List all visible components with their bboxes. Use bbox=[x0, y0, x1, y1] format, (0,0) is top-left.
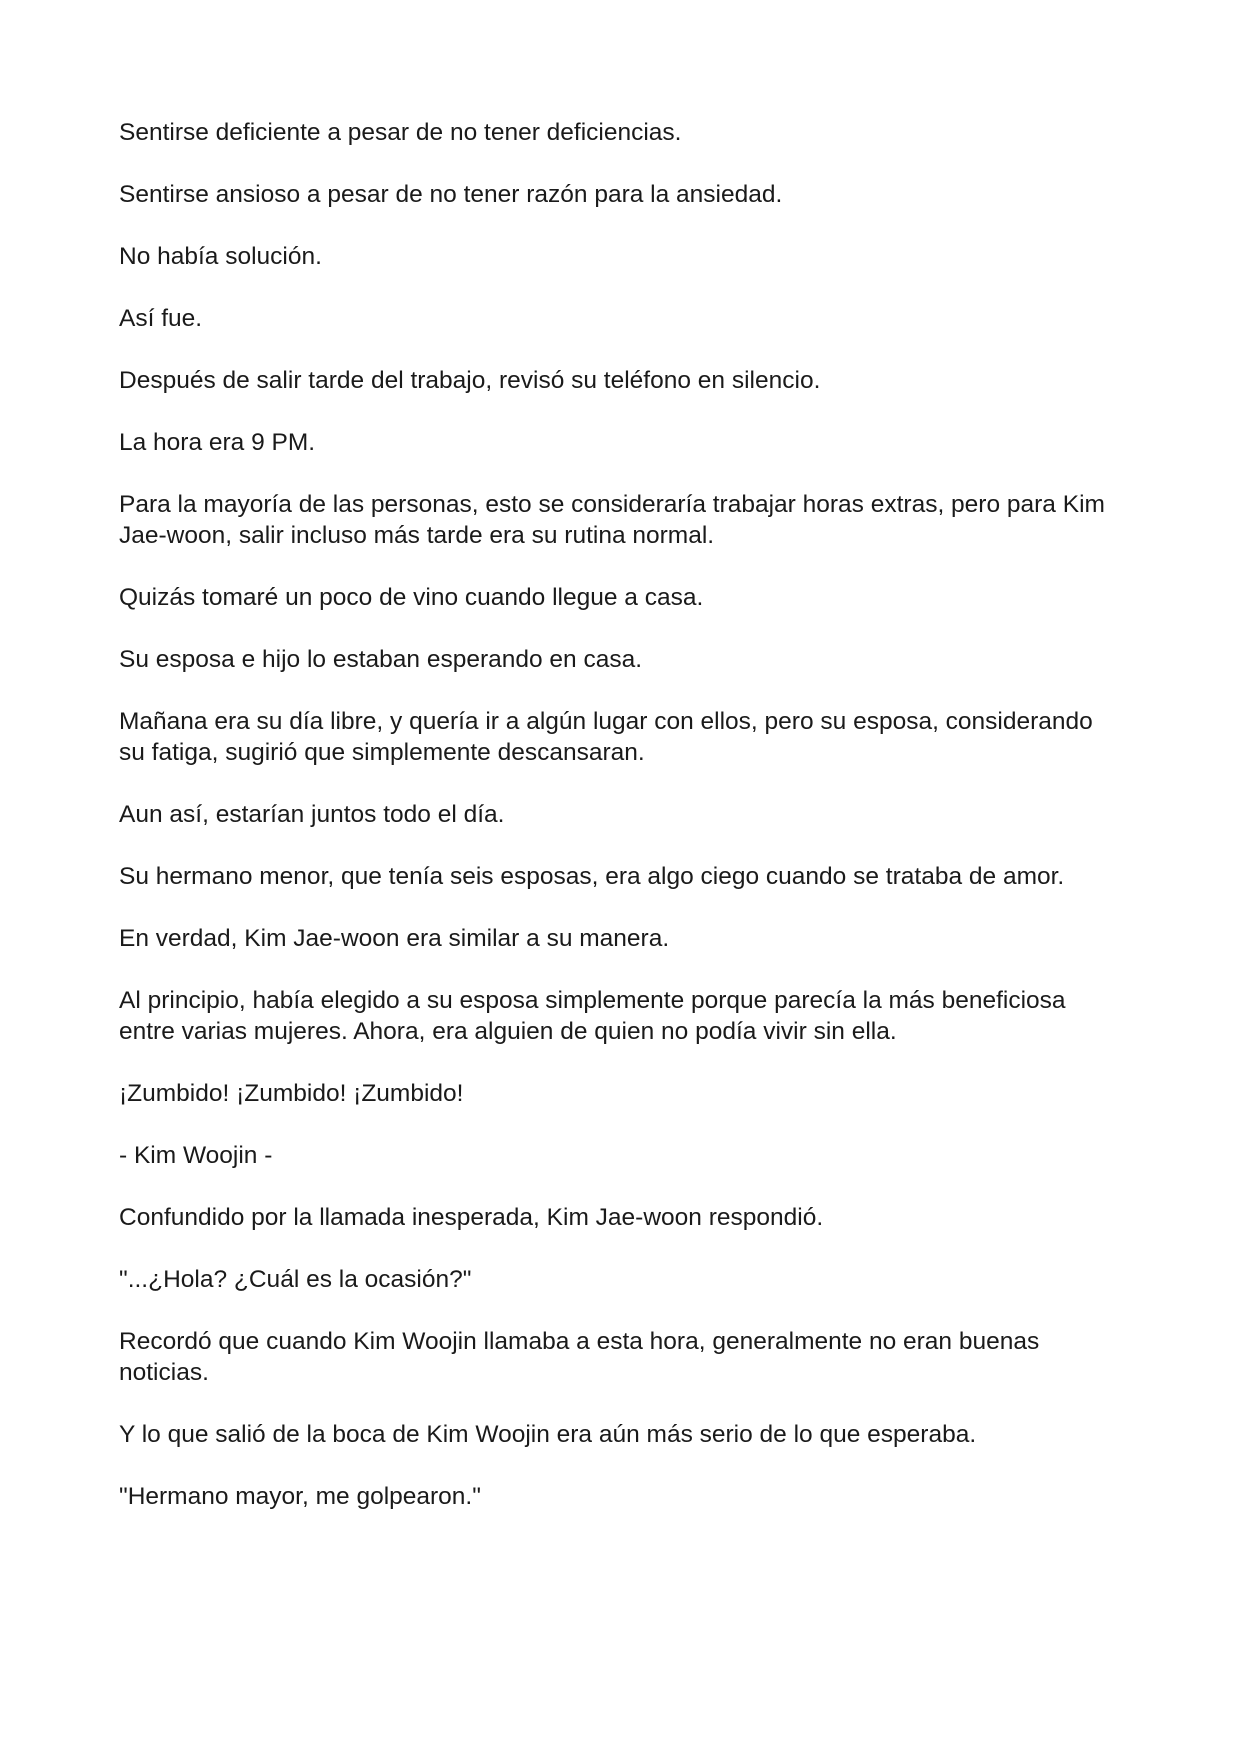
paragraph: - Kim Woojin - bbox=[119, 1142, 273, 1169]
paragraph: Aun así, estarían juntos todo el día. bbox=[119, 801, 505, 828]
paragraph: "...¿Hola? ¿Cuál es la ocasión?" bbox=[119, 1266, 472, 1293]
paragraph: Quizás tomaré un poco de vino cuando llegue a casa. bbox=[119, 584, 704, 611]
paragraph: No había solución. bbox=[119, 243, 322, 270]
paragraph: Y lo que salió de la boca de Kim Woojin era aún más serio de lo que esperaba. bbox=[119, 1421, 977, 1448]
paragraph: La hora era 9 PM. bbox=[119, 429, 316, 456]
paragraph: Así fue. bbox=[119, 305, 203, 332]
paragraph: Su hermano menor, que tenía seis esposas, era algo ciego cuando se trataba de amor. bbox=[119, 863, 1065, 890]
paragraph: ¡Zumbido! ¡Zumbido! ¡Zumbido! bbox=[119, 1080, 464, 1107]
paragraph: Sentirse deficiente a pesar de no tener deficiencias. bbox=[119, 119, 682, 146]
paragraph: Recordó que cuando Kim Woojin llamaba a esta hora, generalmente no eran buenas noticias. bbox=[119, 1328, 1040, 1386]
paragraph: Para la mayoría de las personas, esto se consideraría trabajar horas extras, pero para Kim Jae-woon, salir incluso más tarde era su rutina normal. bbox=[119, 491, 1105, 549]
paragraph: Después de salir tarde del trabajo, revisó su teléfono en silencio. bbox=[119, 367, 821, 394]
body-text bbox=[119, 117, 1119, 1512]
paragraph: Su esposa e hijo lo estaban esperando en casa. bbox=[119, 646, 643, 673]
paragraph: Sentirse ansioso a pesar de no tener razón para la ansiedad. bbox=[119, 181, 783, 208]
paragraph: Mañana era su día libre, y quería ir a algún lugar con ellos, pero su esposa, considerando su fatiga, sugirió que simplemente descansaran. bbox=[119, 708, 1093, 766]
paragraph: Confundido por la llamada inesperada, Kim Jae-woon respondió. bbox=[119, 1204, 824, 1231]
paragraph: Al principio, había elegido a su esposa simplemente porque parecía la más beneficiosa entre varias mujeres. Ahora, era alguien de quien no podía vivir sin ella. bbox=[119, 987, 1066, 1045]
paragraph: En verdad, Kim Jae-woon era similar a su manera. bbox=[119, 925, 670, 952]
paragraph: "Hermano mayor, me golpearon." bbox=[119, 1483, 481, 1510]
